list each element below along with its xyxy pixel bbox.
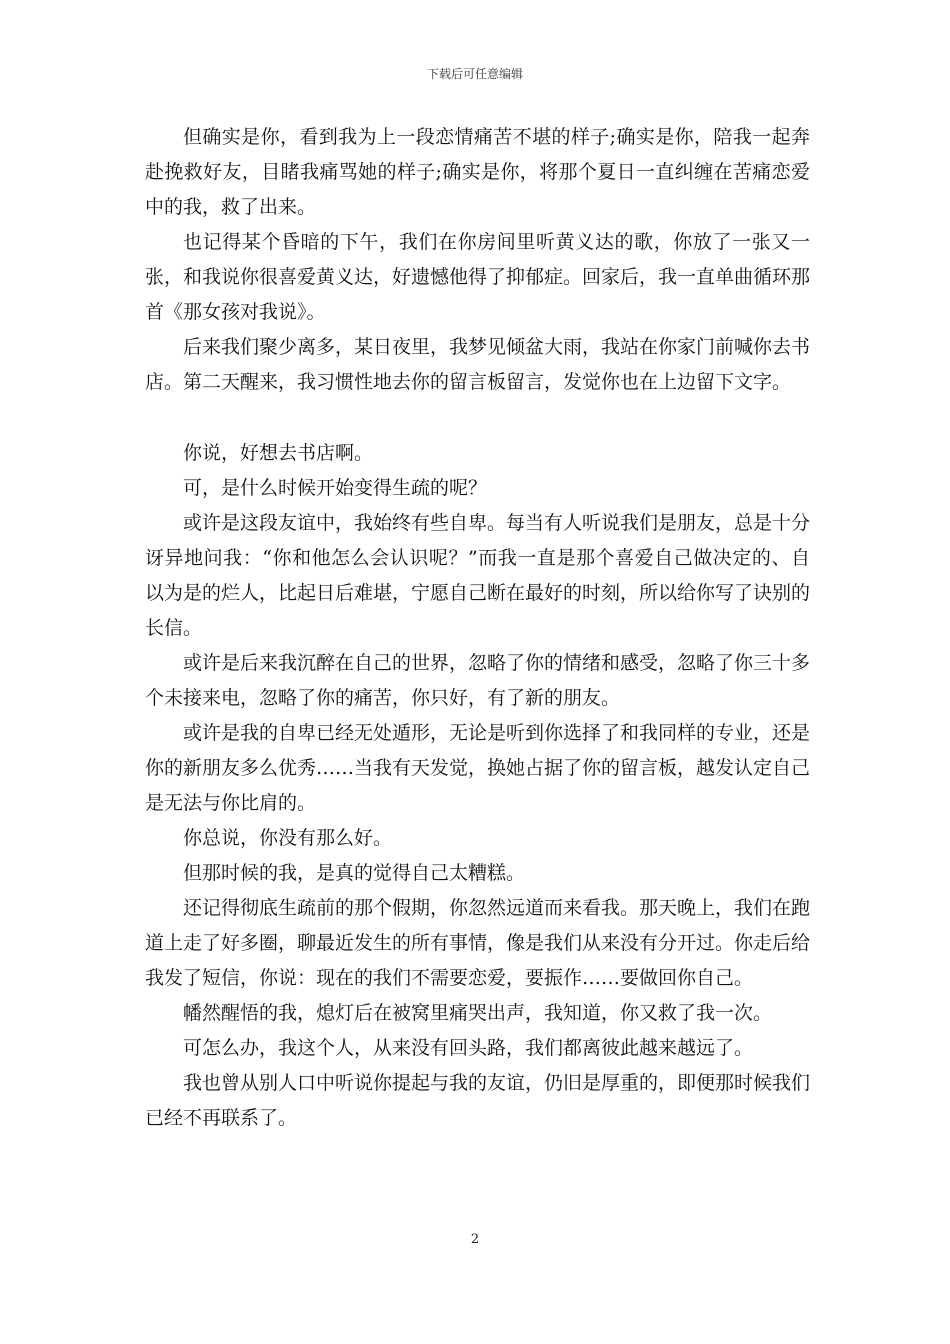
paragraph: 还记得彻底生疏前的那个假期，你忽然远道而来看我。那天晚上，我们在跑道上走了好多圈，聊最近发生的所有事情，像是我们从来没有分开过。你走后给我发了短信，你说：现在的我们不需要恋爱，要振作……要做回你自己。	[145, 897, 811, 989]
paragraph: 后来我们聚少离多，某日夜里，我梦见倾盆大雨，我站在你家门前喊你去书店。第二天醒来，我习惯性地去你的留言板留言，发觉你也在上边留下文字。	[145, 336, 811, 393]
page-number: 2	[470, 1232, 480, 1247]
paragraph: 但那时候的我，是真的觉得自己太糟糕。	[183, 862, 526, 884]
paragraph: 或许是后来我沉醉在自己的世界，忽略了你的情绪和感受，忽略了你三十多个未接来电，忽略了你的痛苦，你只好，有了新的朋友。	[145, 652, 811, 709]
paragraph-gap	[145, 400, 810, 436]
paragraph: 我也曾从别人口中听说你提起与我的友谊，仍旧是厚重的，即便那时候我们已经不再联系了。	[145, 1072, 811, 1129]
paragraph: 你总说，你没有那么好。	[183, 827, 393, 849]
paragraph: 也记得某个昏暗的下午，我们在你房间里听黄义达的歌，你放了一张又一张，和我说你很喜爱黄义达，好遗憾他得了抑郁症。回家后，我一直单曲循环那首《那女孩对我说》。	[145, 231, 811, 323]
document-body	[145, 120, 810, 1136]
paragraph: 你说，好想去书店啊。	[183, 442, 374, 464]
paragraph: 可，是什么时候开始变得生疏的呢？	[183, 477, 488, 499]
paragraph: 幡然醒悟的我，熄灯后在被窝里痛哭出声，我知道，你又救了我一次。	[183, 1002, 773, 1024]
paragraph: 但确实是你，看到我为上一段恋情痛苦不堪的样子;确实是你，陪我一起奔赴挽救好友，目睹我痛骂她的样子;确实是你，将那个夏日一直纠缠在苦痛恋爱中的我，救了出来。	[145, 126, 810, 218]
page-header: 下载后可任意编辑	[426, 67, 523, 81]
paragraph: 或许是这段友谊中，我始终有些自卑。每当有人听说我们是朋友，总是十分讶异地问我：“你和他怎么会认识呢？”而我一直是那个喜爱自己做决定的、自以为是的烂人，比起日后难堪，宁愿自己断在最好的时刻，所以给你写了诀别的长信。	[145, 512, 811, 639]
paragraph: 可怎么办，我这个人，从来没有回头路，我们都离彼此越来越远了。	[183, 1037, 754, 1059]
paragraph: 或许是我的自卑已经无处遁形，无论是听到你选择了和我同样的专业，还是你的新朋友多么优秀……当我有天发觉，换她占据了你的留言板，越发认定自己是无法与你比肩的。	[145, 722, 811, 814]
